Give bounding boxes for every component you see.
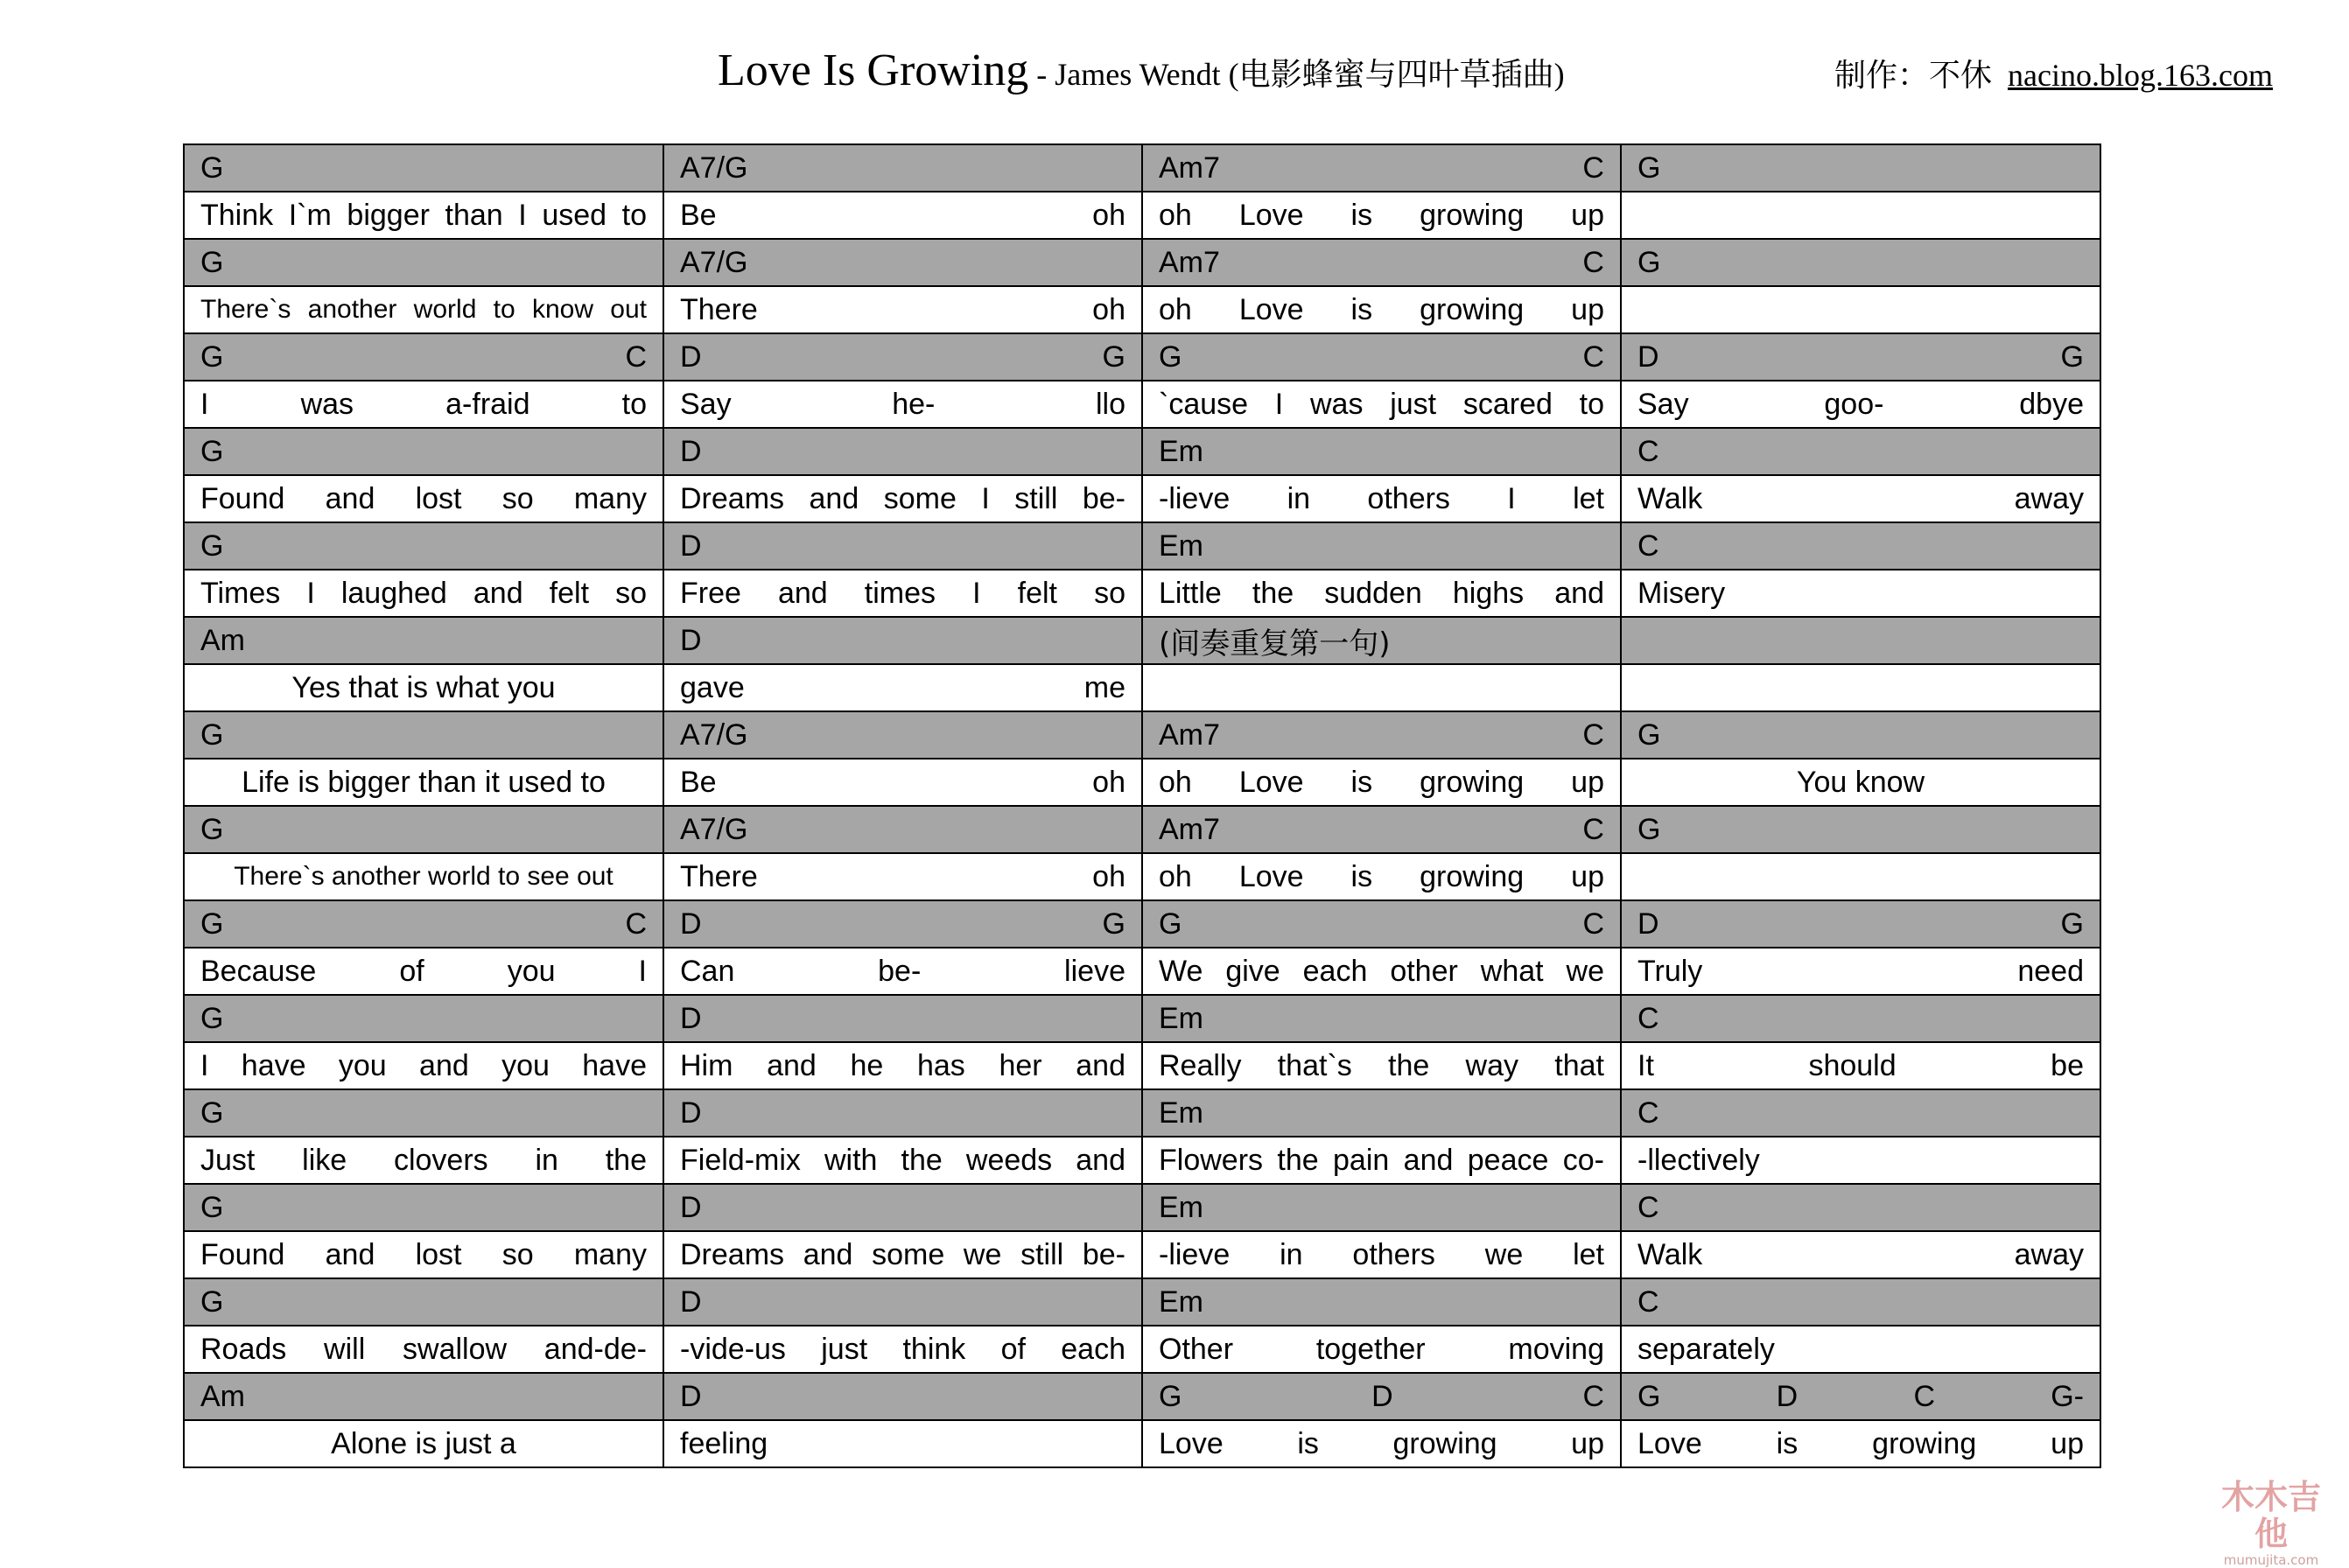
lyric-cell: oh Love is growing up xyxy=(1142,853,1621,900)
watermark-text: 木木吉他 xyxy=(2220,1478,2321,1553)
lyric-cell: -lieve in others I let xyxy=(1142,475,1621,522)
chord-row xyxy=(184,144,2100,192)
lyric-cell xyxy=(1621,664,2100,711)
chord-cell: G xyxy=(184,1089,663,1137)
chord-cell: G C xyxy=(184,333,663,381)
chord-cell: D xyxy=(663,1089,1142,1137)
lyric-row xyxy=(184,1231,2100,1278)
lyric-cell xyxy=(1621,853,2100,900)
chord-cell: Em xyxy=(1142,1089,1621,1137)
chord-cell: D xyxy=(663,995,1142,1042)
lyric-row xyxy=(184,664,2100,711)
chord-cell: G C xyxy=(1142,900,1621,948)
chord-cell: Em xyxy=(1142,995,1621,1042)
chord-cell: G xyxy=(1621,239,2100,286)
chord-cell: G C xyxy=(1142,333,1621,381)
lyric-cell: Life is bigger than it used to xyxy=(184,759,663,806)
chord-cell: G xyxy=(1621,144,2100,192)
chord-cell: D G xyxy=(663,333,1142,381)
chord-cell: Am7 C xyxy=(1142,711,1621,759)
lyric-cell: Other together moving xyxy=(1142,1326,1621,1373)
chord-cell: Am7 C xyxy=(1142,144,1621,192)
lyric-cell: oh Love is growing up xyxy=(1142,759,1621,806)
lyric-cell: Roads will swallow and-de- xyxy=(184,1326,663,1373)
chord-cell: A7/G xyxy=(663,711,1142,759)
lyric-row xyxy=(184,948,2100,995)
lyric-cell: Yes that is what you xyxy=(184,664,663,711)
chord-row xyxy=(184,333,2100,381)
chord-cell: D xyxy=(663,1184,1142,1231)
lyric-cell: Dreams and some we still be- xyxy=(663,1231,1142,1278)
credit-line xyxy=(1834,49,2273,102)
lyric-cell: Found and lost so many xyxy=(184,1231,663,1278)
watermark-url: mumujita.com xyxy=(2223,1552,2319,1568)
chord-cell: C xyxy=(1621,1184,2100,1231)
lyric-row xyxy=(184,381,2100,428)
chord-row xyxy=(184,239,2100,286)
chord-cell: A7/G xyxy=(663,806,1142,853)
chord-cell: G xyxy=(184,239,663,286)
chord-cell: Em xyxy=(1142,522,1621,570)
chord-row xyxy=(184,995,2100,1042)
lyric-row xyxy=(184,286,2100,333)
lyric-cell: Him and he has her and xyxy=(663,1042,1142,1089)
chord-cell: C xyxy=(1621,522,2100,570)
chord-cell: D xyxy=(663,1278,1142,1326)
lyric-row xyxy=(184,853,2100,900)
lyric-cell: Can be- lieve xyxy=(663,948,1142,995)
chord-cell: D xyxy=(663,617,1142,664)
chord-row xyxy=(184,900,2100,948)
chord-cell: D xyxy=(663,522,1142,570)
chord-cell: Am7 C xyxy=(1142,239,1621,286)
chord-lyric-table xyxy=(183,144,2101,1468)
chord-cell: D G xyxy=(1621,900,2100,948)
lyric-cell: -llectively xyxy=(1621,1137,2100,1184)
chord-row xyxy=(184,522,2100,570)
lyric-cell: `cause I was just scared to xyxy=(1142,381,1621,428)
lyric-row xyxy=(184,759,2100,806)
chord-cell: G xyxy=(1621,806,2100,853)
lyric-cell: Because of you I xyxy=(184,948,663,995)
lyric-cell: Field-mix with the weeds and xyxy=(663,1137,1142,1184)
blog-link[interactable]: nacino.blog.163.com xyxy=(2008,58,2273,93)
lyric-cell xyxy=(1621,192,2100,239)
chord-cell: A7/G xyxy=(663,144,1142,192)
chord-cell: G xyxy=(184,806,663,853)
chord-cell: Am7 C xyxy=(1142,806,1621,853)
credit-text: 制作：不休 xyxy=(1834,58,1993,93)
chord-row xyxy=(184,1278,2100,1326)
watermark-logo xyxy=(2205,1479,2337,1568)
lyric-cell: Love is growing up xyxy=(1142,1420,1621,1467)
chord-row xyxy=(184,1089,2100,1137)
chord-cell: C xyxy=(1621,995,2100,1042)
lyric-cell: Found and lost so many xyxy=(184,475,663,522)
lyric-cell: Be oh xyxy=(663,192,1142,239)
lyric-cell: feeling xyxy=(663,1420,1142,1467)
lyric-cell: Be oh xyxy=(663,759,1142,806)
chord-row xyxy=(184,428,2100,475)
chord-cell: Am xyxy=(184,1373,663,1420)
chord-cell: G D C G- xyxy=(1621,1373,2100,1420)
chord-cell: D G xyxy=(663,900,1142,948)
chord-row xyxy=(184,617,2100,664)
chord-cell: G C xyxy=(184,900,663,948)
chord-cell: Em xyxy=(1142,428,1621,475)
chord-row xyxy=(184,806,2100,853)
chord-cell: G xyxy=(184,144,663,192)
lyric-cell: Love is growing up xyxy=(1621,1420,2100,1467)
lyric-row xyxy=(184,570,2100,617)
lyric-cell: oh Love is growing up xyxy=(1142,286,1621,333)
chord-cell: Em xyxy=(1142,1278,1621,1326)
chord-cell: G D C xyxy=(1142,1373,1621,1420)
lyric-cell: There oh xyxy=(663,853,1142,900)
lyric-cell: There`s another world to see out xyxy=(184,853,663,900)
lyric-cell: Free and times I felt so xyxy=(663,570,1142,617)
sheet-title xyxy=(718,40,1565,102)
lyric-cell: Truly need xyxy=(1621,948,2100,995)
song-subtitle: - James Wendt (电影蜂蜜与四叶草插曲) xyxy=(1028,57,1565,92)
lyric-cell: Flowers the pain and peace co- xyxy=(1142,1137,1621,1184)
lyric-cell: Misery xyxy=(1621,570,2100,617)
lyric-cell: Say goo- dbye xyxy=(1621,381,2100,428)
chord-cell: C xyxy=(1621,428,2100,475)
lyric-cell xyxy=(1142,664,1621,711)
chord-cell: A7/G xyxy=(663,239,1142,286)
lyric-cell: gave me xyxy=(663,664,1142,711)
chord-cell: C xyxy=(1621,1278,2100,1326)
lyric-cell: oh Love is growing up xyxy=(1142,192,1621,239)
lyric-cell: I have you and you have xyxy=(184,1042,663,1089)
lyric-cell: Times I laughed and felt so xyxy=(184,570,663,617)
chord-cell: G xyxy=(184,522,663,570)
chord-row xyxy=(184,1184,2100,1231)
lyric-cell: Walk away xyxy=(1621,1231,2100,1278)
lyric-row xyxy=(184,475,2100,522)
lyric-row xyxy=(184,1137,2100,1184)
chord-cell: G xyxy=(184,1278,663,1326)
chord-cell: G xyxy=(184,711,663,759)
lyric-row xyxy=(184,192,2100,239)
lyric-cell: You know xyxy=(1621,759,2100,806)
lyric-cell: It should be xyxy=(1621,1042,2100,1089)
chord-cell: D xyxy=(663,1373,1142,1420)
chord-cell: G xyxy=(184,995,663,1042)
song-title: Love Is Growing xyxy=(718,46,1029,95)
chord-cell: Em xyxy=(1142,1184,1621,1231)
lyric-cell: I was a-fraid to xyxy=(184,381,663,428)
lyric-cell: Little the sudden highs and xyxy=(1142,570,1621,617)
chord-cell: G xyxy=(184,1184,663,1231)
lyric-row xyxy=(184,1420,2100,1467)
lyric-cell: Dreams and some I still be- xyxy=(663,475,1142,522)
lyric-cell: Think I`m bigger than I used to xyxy=(184,192,663,239)
lyric-cell: Alone is just a xyxy=(184,1420,663,1467)
lyric-cell: Really that`s the way that xyxy=(1142,1042,1621,1089)
lyric-cell: Just like clovers in the xyxy=(184,1137,663,1184)
lyric-cell: Walk away xyxy=(1621,475,2100,522)
lyric-row xyxy=(184,1326,2100,1373)
lyric-cell: -vide-us just think of each xyxy=(663,1326,1142,1373)
chord-cell: G xyxy=(1621,711,2100,759)
chord-cell: D G xyxy=(1621,333,2100,381)
chord-cell xyxy=(1621,617,2100,664)
chord-cell: G xyxy=(184,428,663,475)
chord-row xyxy=(184,711,2100,759)
chord-cell: (间奏重复第一句) xyxy=(1142,617,1621,664)
lyric-cell: Say he- llo xyxy=(663,381,1142,428)
lyric-cell: We give each other what we xyxy=(1142,948,1621,995)
chord-cell: C xyxy=(1621,1089,2100,1137)
chord-cell: D xyxy=(663,428,1142,475)
lyric-cell xyxy=(1621,286,2100,333)
lyric-cell: There oh xyxy=(663,286,1142,333)
lyric-cell: There`s another world to know out xyxy=(184,286,663,333)
chord-cell: Am xyxy=(184,617,663,664)
chord-row xyxy=(184,1373,2100,1420)
lyric-row xyxy=(184,1042,2100,1089)
lyric-cell: separately xyxy=(1621,1326,2100,1373)
lyric-cell: -lieve in others we let xyxy=(1142,1231,1621,1278)
